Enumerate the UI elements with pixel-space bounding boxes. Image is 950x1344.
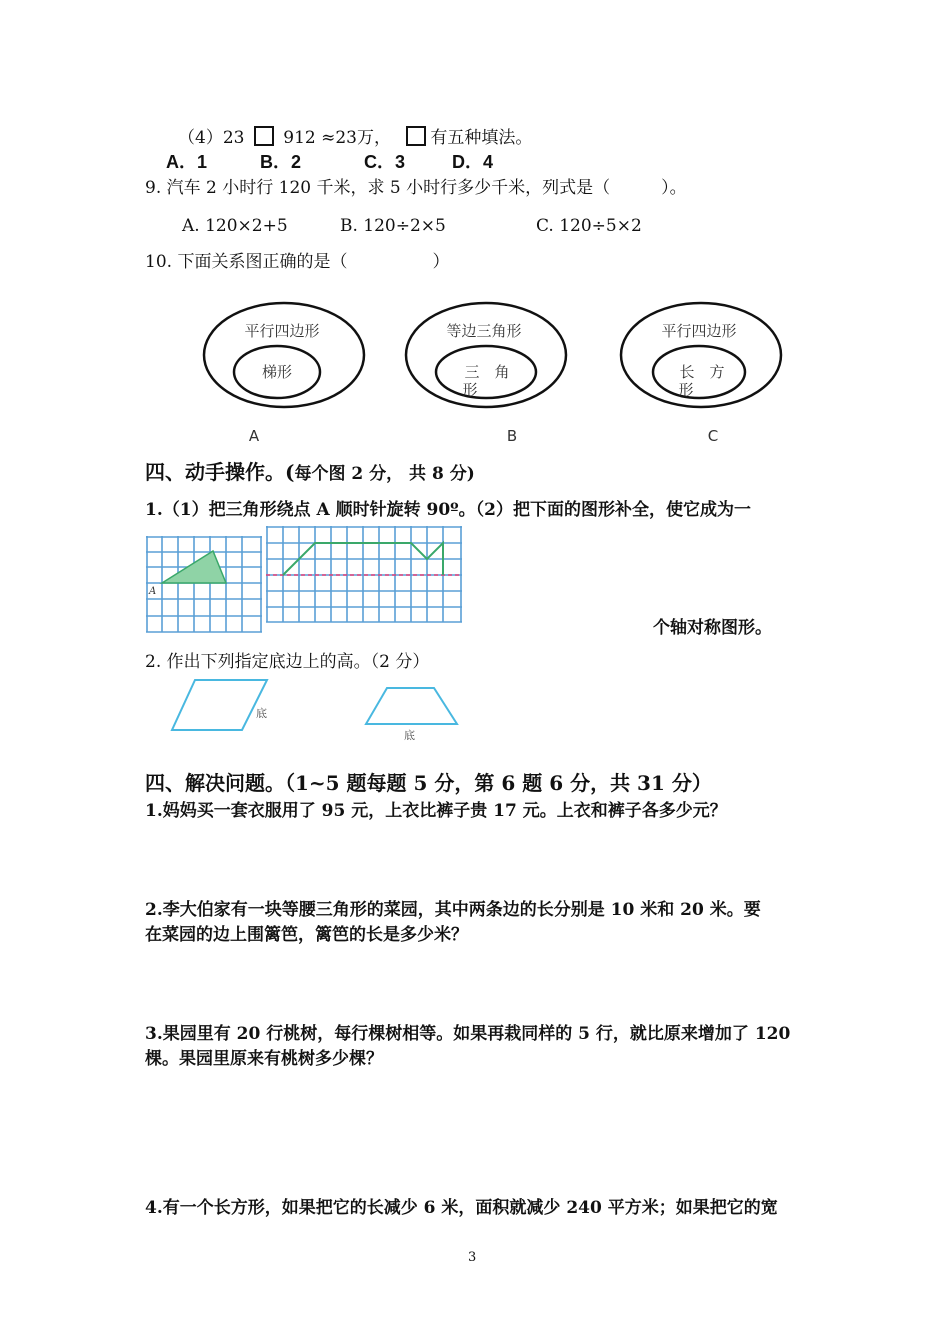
symmetry-grid [266,526,464,624]
venn-c-inner-label-1: 长 方 [679,363,725,381]
problem-1: 1.妈妈买一套衣服用了 95 元，上衣比裤子贵 17 元。上衣和裤子各多少元？ [145,801,727,821]
q8-4-option-d: D．4 [452,152,494,172]
altitude-shapes [160,676,490,746]
trapezoid-base-label: 底 [404,729,415,742]
venn-a-inner-label: 梯形 [261,363,293,381]
venn-b-letter: B [506,427,518,445]
section4-q1-end: 个轴对称图形。 [653,618,772,638]
venn-c-outer-label: 平行四边形 [661,322,737,340]
problem-2-line-2: 在菜园的边上围篱笆，篱笆的长是多少米？ [145,925,468,945]
venn-c-inner-label-2: 形 [678,381,694,399]
problem-2-line-1: 2.李大伯家有一块等腰三角形的菜园，其中两条边的长分别是 10 米和 20 米。要 [145,900,761,920]
trapezoid-shape [366,688,457,724]
parallelogram-base-label: 底 [256,707,267,720]
venn-diagrams [0,0,950,460]
q10-text: 10. 下面关系图正确的是（ ） [145,252,450,272]
section4-q2: 2. 作出下列指定底边上的高。（2 分） [145,652,430,672]
section4-note: 每个图 2 分， 共 8 分) [294,464,475,484]
q9-option-a: A. 120×2+5 [182,216,288,236]
q8-4-option-b: B．2 [260,152,302,172]
section4-heading [145,461,475,485]
q8-4-prefix: （4）23 [178,128,245,148]
venn-a-letter: A [248,427,260,445]
q8-4-middle: 912 ≈23万， [283,128,391,148]
venn-b-inner-label-2: 形 [462,381,478,399]
q9-option-c: C. 120÷5×2 [536,216,642,236]
problem-3-line-2: 棵。果园里原来有桃树多少棵？ [145,1049,383,1069]
page-number: 3 [468,1250,477,1265]
section4-title: 四、动手操作。( [145,460,295,484]
grid-lines [146,536,262,632]
venn-b-outer-label: 等边三角形 [446,322,522,340]
problem-4-line-1: 4.有一个长方形，如果把它的长减少 6 米，面积就减少 240 平方米；如果把它的宽 [145,1198,778,1218]
venn-b-inner-label-1: 三 角 [464,363,510,381]
rotation-grid [146,536,264,634]
grid-lines [266,526,462,622]
venn-a-outer-label: 平行四边形 [244,322,320,340]
problem-3-line-1: 3.果园里有 20 行桃树，每行棵树相等。如果再栽同样的 5 行，就比原来增加了 120 [145,1024,791,1044]
point-a-label: A [149,586,157,597]
venn-outer-ellipse-b [406,303,566,407]
q8-4-option-c: C．3 [364,152,406,172]
q9-text: 9. 汽车 2 小时行 120 千米，求 5 小时行多少千米，列式是（ ）。 [145,178,687,198]
venn-c-letter: C [707,427,719,445]
section5-title: 四、解决问题。（1~5 题每题 5 分，第 6 题 6 分，共 31 分） [145,771,712,795]
section4-q1: 1.（1）把三角形绕点 A 顺时针旋转 90º。（2）把下面的图形补全，使它成为一 [145,500,752,520]
q8-4-suffix: 有五种填法。 [430,128,533,148]
q8-4-option-a: A．1 [166,152,208,172]
parallelogram-shape [172,680,267,730]
venn-outer-ellipse-a [204,303,364,407]
q9-option-b: B. 120÷2×5 [340,216,446,236]
venn-outer-ellipse-c [621,303,781,407]
